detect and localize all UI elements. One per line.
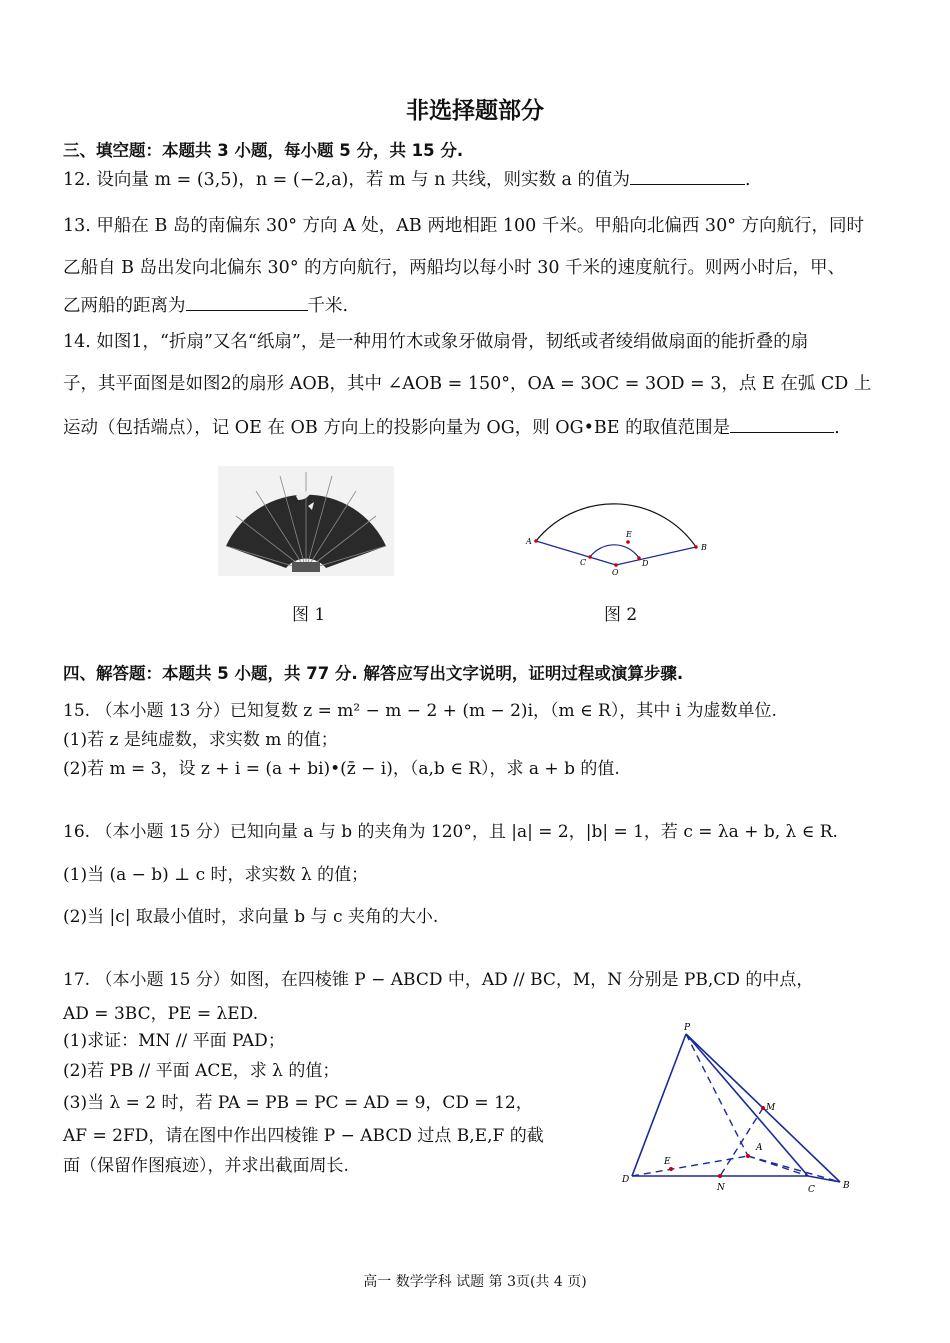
label-d3: D — [622, 1175, 630, 1185]
answer-blank-13 — [186, 294, 308, 311]
q16-line2: (1)当 (a − b) ⊥ c 时，求实数 λ 的值； — [63, 865, 369, 885]
figure1-caption: 图 1 — [292, 605, 326, 625]
q15-line3: (2)若 m = 3，设 z + i = (a + bi)•(z̄ − i)，（a,b ∈ R），求 a + b 的值. — [63, 759, 620, 779]
segment-mn — [720, 1108, 763, 1176]
arc-ab — [536, 504, 696, 547]
answer-blank-14 — [730, 416, 834, 433]
label-b: B — [701, 543, 707, 552]
arc-cd — [590, 545, 639, 558]
q14-line2: 子，其平面图是如图2的扇形 AOB，其中 ∠AOB = 150°，OA = 3OC = 3OD = 3，点 E 在弧 CD 上 — [63, 374, 872, 394]
label-e: E — [626, 530, 632, 539]
section3-heading: 三、填空题：本题共 3 小题，每小题 5 分，共 15 分. — [63, 141, 464, 160]
q15-line2: (1)若 z 是纯虚数，求实数 m 的值； — [63, 730, 338, 750]
label-d: D — [642, 559, 649, 568]
label-n: N — [717, 1183, 725, 1193]
q17-line1: 17. （本小题 15 分）如图，在四棱锥 P − ABCD 中，AD // BC，M，N 分别是 PB,CD 的中点， — [63, 970, 814, 990]
q14-line1: 14. 如图1，“折扇”又名“纸扇”，是一种用竹木或象牙做扇骨，韧纸或者绫绢做扇面的能折叠的扇 — [63, 332, 809, 352]
pyramid-diagram — [618, 1018, 854, 1214]
page-footer: 高一 数学学科 试题 第 3页(共 4 页) — [363, 1274, 587, 1290]
sector-diagram — [520, 478, 720, 578]
section4-heading: 四、解答题：本题共 5 小题，共 77 分. 解答应写出文字说明，证明过程或演算步骤. — [63, 664, 684, 683]
q17-line5: (3)当 λ = 2 时，若 PA = PB = PC = AD = 9，CD = 12， — [63, 1093, 533, 1113]
edge-pd — [632, 1034, 686, 1176]
q13-line1: 13. 甲船在 B 岛的南偏东 30° 方向 A 处，AB 两地相距 100 千米。甲船向北偏西 30° 方向航行，同时 — [63, 216, 865, 236]
label-e3: E — [664, 1157, 671, 1167]
answer-blank-12 — [630, 168, 745, 185]
q13-line2: 乙船自 B 岛出发向北偏东 30° 的方向航行，两船均以每小时 30 千米的速度航行。则两小时后，甲、 — [63, 258, 846, 278]
q13-line3 — [63, 292, 348, 317]
label-a3: A — [756, 1143, 763, 1153]
q13-line3-pre: 乙两船的距离为 — [63, 296, 186, 316]
label-b3: B — [843, 1181, 850, 1191]
label-p: P — [684, 1023, 691, 1033]
q17-line2: AD = 3BC，PE = λED. — [63, 1004, 259, 1024]
q12-end: . — [745, 170, 751, 190]
figure2-caption: 图 2 — [604, 605, 638, 625]
question-12 — [63, 166, 751, 191]
q17-line4: (2)若 PB // 平面 ACE，求 λ 的值； — [63, 1061, 340, 1081]
q16-line3: (2)当 |c| 取最小值时，求向量 b 与 c 夹角的大小. — [63, 907, 439, 927]
q17-line6: AF = 2FD，请在图中作出四棱锥 P − ABCD 过点 B,E,F 的截 — [63, 1126, 544, 1146]
q13-line3-post: 千米. — [307, 296, 349, 316]
q14-line3-text: 运动（包括端点），记 OE 在 OB 方向上的投影向量为 OG，则 OG•BE 的取值范围是 — [63, 418, 731, 438]
q15-line1: 15. （本小题 13 分）已知复数 z = m² − m − 2 + (m − 2)i，（m ∈ R），其中 i 为虚数单位. — [63, 701, 777, 721]
label-c3: C — [808, 1185, 815, 1195]
radius-oa — [536, 541, 616, 565]
label-o: O — [612, 568, 619, 577]
q16-line1: 16. （本小题 15 分）已知向量 a 与 b 的夹角为 120°，且 |a| = 2，|b| = 1，若 c = λa + b, λ ∈ R. — [63, 822, 838, 842]
label-a: A — [526, 537, 532, 546]
q14-end: . — [834, 418, 840, 438]
fan-photo — [218, 466, 394, 576]
q14-line3 — [63, 414, 840, 439]
label-c: C — [580, 558, 587, 567]
q17-line3: (1)求证：MN // 平面 PAD； — [63, 1031, 285, 1051]
q17-line7: 面（保留作图痕迹），并求出截面周长. — [63, 1156, 349, 1176]
radius-ob — [616, 547, 696, 565]
page-title: 非选择题部分 — [406, 98, 544, 124]
q12-text: 12. 设向量 m = (3,5)，n = (−2,a)，若 m 与 n 共线，则实数 a 的值为 — [63, 170, 631, 190]
label-m: M — [766, 1103, 776, 1113]
